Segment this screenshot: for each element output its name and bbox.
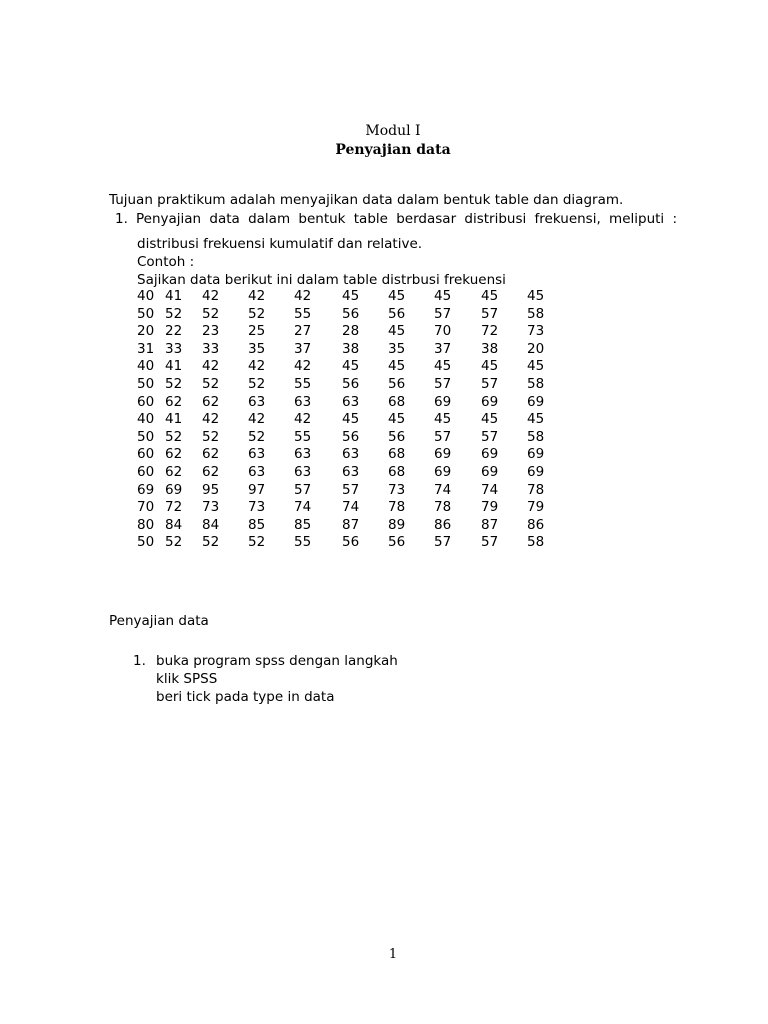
table-cell: 45 xyxy=(388,288,406,304)
table-cell: 74 xyxy=(294,499,312,516)
page-number: 1 xyxy=(388,947,398,962)
table-cell: 57 xyxy=(481,305,499,322)
table-cell: 45 xyxy=(342,411,360,428)
table-cell: 62 xyxy=(165,446,183,463)
table-cell: 45 xyxy=(434,411,452,428)
table-cell: 45 xyxy=(388,411,406,428)
table-cell: 37 xyxy=(434,340,452,357)
table-cell: 52 xyxy=(248,534,266,551)
table-cell: 68 xyxy=(388,463,406,480)
table-cell: 58 xyxy=(527,428,545,445)
table-cell: 42 xyxy=(202,288,220,304)
table-cell: 57 xyxy=(342,481,360,498)
table-cell: 80 xyxy=(137,516,155,533)
table-cell: 50 xyxy=(137,305,155,322)
table-cell: 63 xyxy=(248,393,266,410)
table-cell: 45 xyxy=(481,288,499,304)
table-cell: 56 xyxy=(388,375,406,392)
step-list-number: 1. xyxy=(133,653,146,669)
table-cell: 72 xyxy=(165,499,183,516)
table-cell: 58 xyxy=(527,305,545,322)
table-cell: 62 xyxy=(202,393,220,410)
list-item-1-continuation: distribusi frekuensi kumulatif dan relative. xyxy=(137,236,423,252)
module-title: Modul I xyxy=(365,123,421,139)
table-cell: 60 xyxy=(137,463,155,480)
step-line-3: beri tick pada type in data xyxy=(156,689,335,705)
table-cell: 52 xyxy=(165,534,183,551)
table-cell: 73 xyxy=(202,499,220,516)
table-cell: 70 xyxy=(434,323,452,340)
table-cell: 74 xyxy=(434,481,452,498)
table-cell: 68 xyxy=(388,446,406,463)
table-cell: 52 xyxy=(248,305,266,322)
table-cell: 55 xyxy=(294,375,312,392)
table-cell: 62 xyxy=(202,446,220,463)
table-cell: 56 xyxy=(388,305,406,322)
table-cell: 73 xyxy=(248,499,266,516)
table-cell: 37 xyxy=(294,340,312,357)
example-label: Contoh : xyxy=(137,254,195,270)
table-cell: 45 xyxy=(342,358,360,375)
table-cell: 50 xyxy=(137,428,155,445)
table-cell: 62 xyxy=(165,463,183,480)
table-cell: 69 xyxy=(137,481,155,498)
table-cell: 84 xyxy=(202,516,220,533)
table-cell: 23 xyxy=(202,323,220,340)
table-cell: 52 xyxy=(165,375,183,392)
table-cell: 78 xyxy=(388,499,406,516)
table-cell: 41 xyxy=(165,358,183,375)
table-cell: 84 xyxy=(165,516,183,533)
table-cell: 52 xyxy=(165,305,183,322)
table-cell: 45 xyxy=(388,358,406,375)
table-cell: 45 xyxy=(481,411,499,428)
table-cell: 28 xyxy=(342,323,360,340)
table-cell: 57 xyxy=(294,481,312,498)
table-cell: 57 xyxy=(434,534,452,551)
table-cell: 52 xyxy=(248,375,266,392)
table-cell: 41 xyxy=(165,411,183,428)
table-cell: 73 xyxy=(388,481,406,498)
table-cell: 45 xyxy=(527,358,545,375)
table-cell: 57 xyxy=(434,375,452,392)
list-item-1-number: 1. xyxy=(115,211,128,227)
table-cell: 42 xyxy=(294,358,312,375)
table-cell: 69 xyxy=(527,393,545,410)
table-cell: 56 xyxy=(388,428,406,445)
table-cell: 87 xyxy=(342,516,360,533)
table-cell: 52 xyxy=(202,428,220,445)
table-cell: 57 xyxy=(481,428,499,445)
table-cell: 86 xyxy=(527,516,545,533)
table-cell: 42 xyxy=(248,358,266,375)
table-cell: 69 xyxy=(434,393,452,410)
table-cell: 42 xyxy=(294,288,312,304)
table-cell: 55 xyxy=(294,305,312,322)
table-cell: 57 xyxy=(481,534,499,551)
table-cell: 70 xyxy=(137,499,155,516)
table-cell: 52 xyxy=(248,428,266,445)
table-cell: 60 xyxy=(137,446,155,463)
table-cell: 85 xyxy=(294,516,312,533)
table-cell: 33 xyxy=(165,340,183,357)
table-cell: 50 xyxy=(137,534,155,551)
table-cell: 56 xyxy=(342,428,360,445)
table-cell: 86 xyxy=(434,516,452,533)
table-cell: 52 xyxy=(202,534,220,551)
table-cell: 63 xyxy=(342,463,360,480)
table-cell: 40 xyxy=(137,288,155,304)
table-cell: 42 xyxy=(202,358,220,375)
step-line-1: buka program spss dengan langkah xyxy=(156,653,398,669)
table-cell: 27 xyxy=(294,323,312,340)
table-cell: 22 xyxy=(165,323,183,340)
table-cell: 69 xyxy=(527,463,545,480)
table-cell: 56 xyxy=(342,375,360,392)
table-cell: 35 xyxy=(388,340,406,357)
module-subtitle: Penyajian data xyxy=(335,142,451,158)
table-cell: 68 xyxy=(388,393,406,410)
table-cell: 69 xyxy=(481,446,499,463)
table-cell: 38 xyxy=(481,340,499,357)
table-cell: 63 xyxy=(248,463,266,480)
table-cell: 45 xyxy=(388,323,406,340)
table-cell: 69 xyxy=(434,446,452,463)
table-cell: 79 xyxy=(527,499,545,516)
table-cell: 50 xyxy=(137,375,155,392)
table-cell: 45 xyxy=(527,411,545,428)
table-cell: 63 xyxy=(294,393,312,410)
table-cell: 69 xyxy=(434,463,452,480)
table-cell: 57 xyxy=(434,428,452,445)
table-cell: 20 xyxy=(527,340,545,357)
table-cell: 57 xyxy=(434,305,452,322)
table-cell: 69 xyxy=(165,481,183,498)
table-cell: 56 xyxy=(388,534,406,551)
step-line-2: klik SPSS xyxy=(156,671,218,687)
table-cell: 74 xyxy=(342,499,360,516)
table-cell: 41 xyxy=(165,288,183,304)
table-cell: 57 xyxy=(481,375,499,392)
table-cell: 40 xyxy=(137,358,155,375)
table-cell: 78 xyxy=(434,499,452,516)
table-cell: 78 xyxy=(527,481,545,498)
table-cell: 58 xyxy=(527,375,545,392)
list-item-1-text: Penyajian data dalam bentuk table berdasar distribusi frekuensi, meliputi : xyxy=(136,211,677,227)
table-cell: 62 xyxy=(202,463,220,480)
table-cell: 56 xyxy=(342,534,360,551)
table-cell: 60 xyxy=(137,393,155,410)
table-cell: 69 xyxy=(481,393,499,410)
section-title-penyajian: Penyajian data xyxy=(109,613,209,629)
table-cell: 20 xyxy=(137,323,155,340)
table-cell: 42 xyxy=(202,411,220,428)
table-cell: 56 xyxy=(342,305,360,322)
table-cell: 72 xyxy=(481,323,499,340)
table-cell: 45 xyxy=(527,288,545,304)
table-cell: 97 xyxy=(248,481,266,498)
table-cell: 45 xyxy=(481,358,499,375)
table-cell: 69 xyxy=(527,446,545,463)
table-cell: 25 xyxy=(248,323,266,340)
table-cell: 42 xyxy=(248,288,266,304)
list-item-1 xyxy=(115,210,677,229)
table-cell: 85 xyxy=(248,516,266,533)
table-cell: 87 xyxy=(481,516,499,533)
table-cell: 31 xyxy=(137,340,155,357)
intro-paragraph: Tujuan praktikum adalah menyajikan data dalam bentuk table dan diagram. xyxy=(109,192,624,208)
table-cell: 52 xyxy=(202,305,220,322)
table-cell: 62 xyxy=(165,393,183,410)
table-cell: 52 xyxy=(202,375,220,392)
table-cell: 45 xyxy=(434,358,452,375)
table-cell: 55 xyxy=(294,534,312,551)
table-cell: 89 xyxy=(388,516,406,533)
table-cell: 35 xyxy=(248,340,266,357)
example-instruction: Sajikan data berikut ini dalam table distrbusi frekuensi xyxy=(137,272,506,288)
table-cell: 63 xyxy=(342,393,360,410)
table-cell: 45 xyxy=(342,288,360,304)
table-cell: 40 xyxy=(137,411,155,428)
table-cell: 63 xyxy=(342,446,360,463)
table-cell: 58 xyxy=(527,534,545,551)
table-cell: 79 xyxy=(481,499,499,516)
table-cell: 42 xyxy=(248,411,266,428)
table-cell: 73 xyxy=(527,323,545,340)
table-cell: 63 xyxy=(248,446,266,463)
table-cell: 63 xyxy=(294,463,312,480)
table-cell: 38 xyxy=(342,340,360,357)
table-cell: 42 xyxy=(294,411,312,428)
table-cell: 55 xyxy=(294,428,312,445)
table-cell: 95 xyxy=(202,481,220,498)
table-cell: 52 xyxy=(165,428,183,445)
table-cell: 45 xyxy=(434,288,452,304)
table-cell: 69 xyxy=(481,463,499,480)
table-cell: 74 xyxy=(481,481,499,498)
table-cell: 63 xyxy=(294,446,312,463)
table-cell: 33 xyxy=(202,340,220,357)
